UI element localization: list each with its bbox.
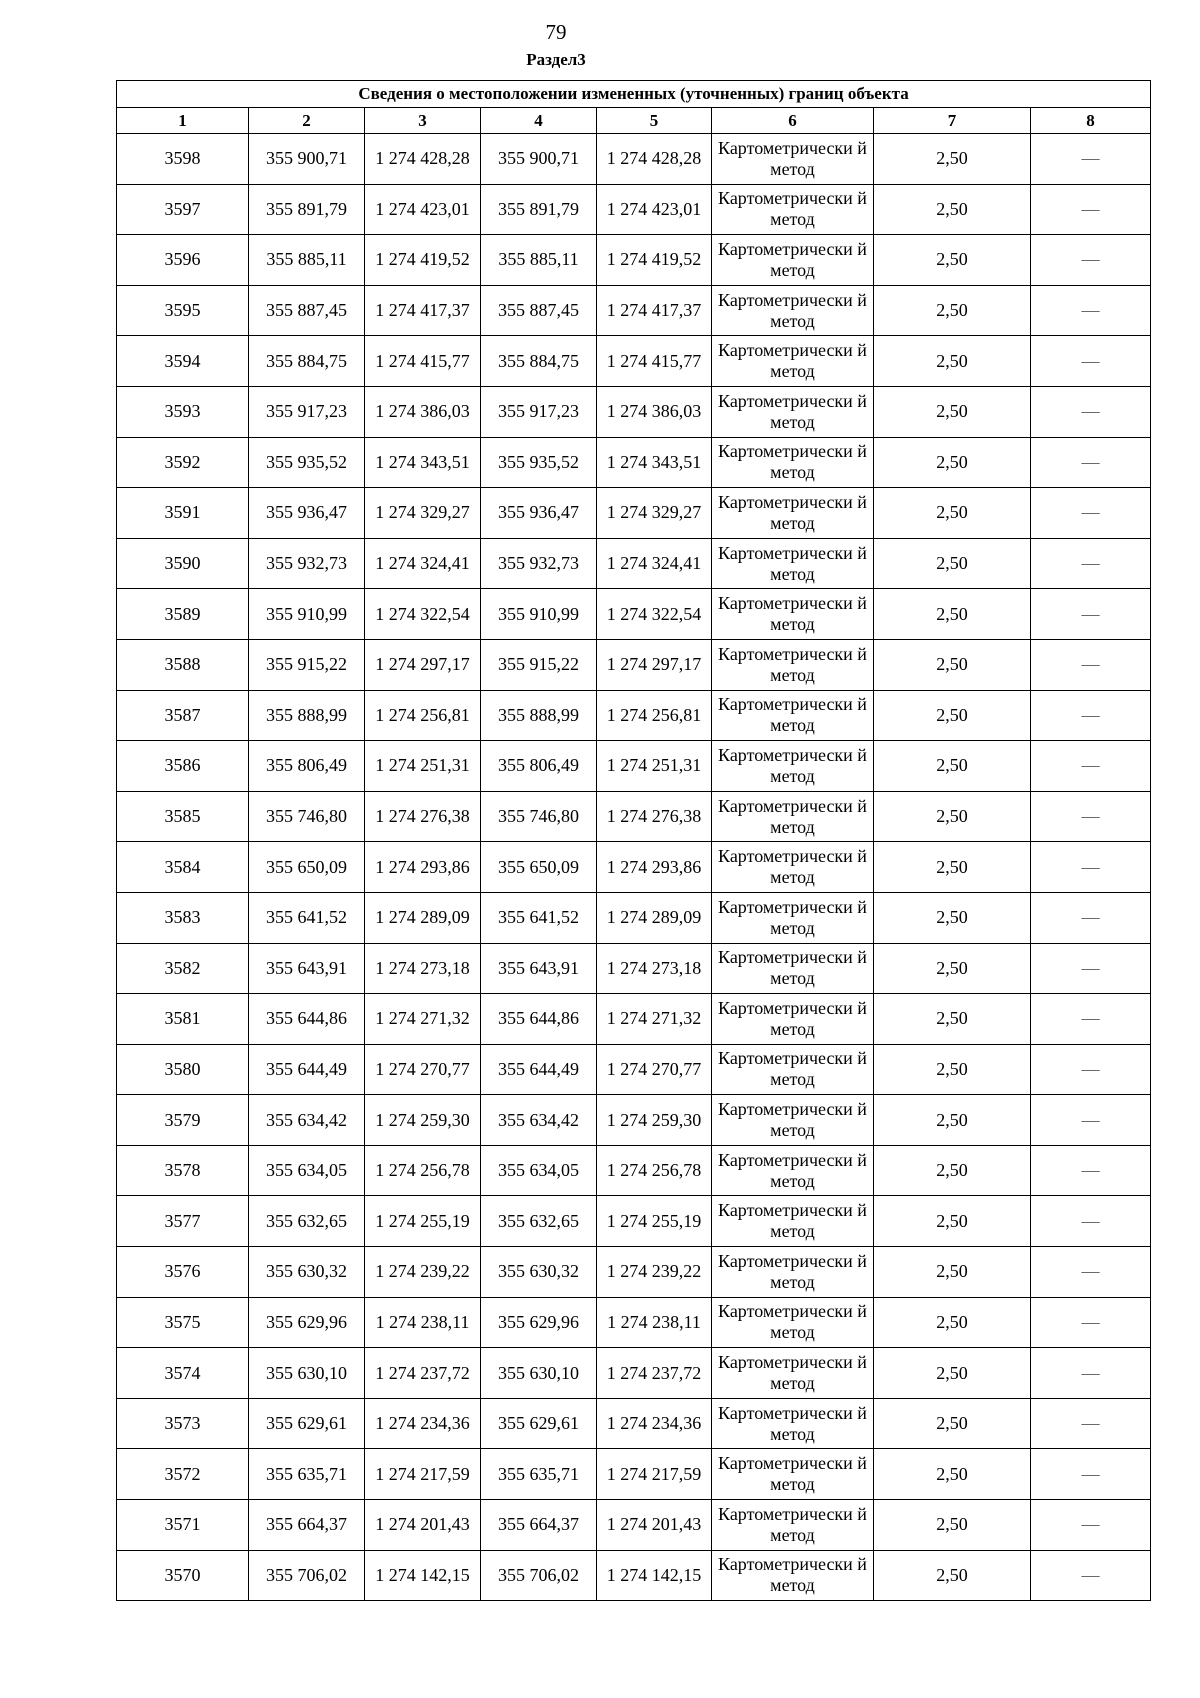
- existing-y-cell: 1 274 419,52: [365, 235, 481, 286]
- accuracy-cell: 2,50: [874, 1500, 1031, 1551]
- existing-y-cell: 1 274 276,38: [365, 791, 481, 842]
- existing-y-cell: 1 274 322,54: [365, 589, 481, 640]
- note-cell: —: [1031, 336, 1151, 387]
- point-number-cell: 3591: [117, 488, 249, 539]
- existing-x-cell: 355 885,11: [249, 235, 365, 286]
- refined-x-cell: 355 936,47: [481, 488, 597, 539]
- accuracy-cell: 2,50: [874, 538, 1031, 589]
- point-number-cell: 3596: [117, 235, 249, 286]
- refined-x-cell: 355 634,42: [481, 1095, 597, 1146]
- existing-y-cell: 1 274 255,19: [365, 1196, 481, 1247]
- table-row: [117, 1196, 1151, 1247]
- existing-y-cell: 1 274 239,22: [365, 1247, 481, 1298]
- point-number-cell: 3585: [117, 791, 249, 842]
- accuracy-cell: 2,50: [874, 842, 1031, 893]
- refined-x-cell: 355 888,99: [481, 690, 597, 741]
- refined-x-cell: 355 634,05: [481, 1145, 597, 1196]
- table-row: [117, 842, 1151, 893]
- refined-y-cell: 1 274 142,15: [597, 1550, 712, 1601]
- note-cell: —: [1031, 892, 1151, 943]
- existing-y-cell: 1 274 343,51: [365, 437, 481, 488]
- existing-x-cell: 355 634,42: [249, 1095, 365, 1146]
- point-number-cell: 3582: [117, 943, 249, 994]
- point-number-cell: 3595: [117, 285, 249, 336]
- note-cell: —: [1031, 943, 1151, 994]
- note-cell: —: [1031, 1348, 1151, 1399]
- existing-y-cell: 1 274 237,72: [365, 1348, 481, 1399]
- existing-y-cell: 1 274 386,03: [365, 386, 481, 437]
- point-number-cell: 3583: [117, 892, 249, 943]
- accuracy-cell: 2,50: [874, 994, 1031, 1045]
- note-cell: —: [1031, 488, 1151, 539]
- point-number-cell: 3574: [117, 1348, 249, 1399]
- point-number-cell: 3584: [117, 842, 249, 893]
- table-row: [117, 336, 1151, 387]
- existing-y-cell: 1 274 289,09: [365, 892, 481, 943]
- method-cell: Картометрически й метод: [712, 1145, 874, 1196]
- existing-x-cell: 355 891,79: [249, 184, 365, 235]
- table-row: [117, 791, 1151, 842]
- method-cell: Картометрически й метод: [712, 134, 874, 185]
- note-cell: —: [1031, 1550, 1151, 1601]
- table-row: [117, 538, 1151, 589]
- column-number: 6: [712, 108, 874, 134]
- existing-x-cell: 355 629,96: [249, 1297, 365, 1348]
- point-number-cell: 3575: [117, 1297, 249, 1348]
- existing-y-cell: 1 274 273,18: [365, 943, 481, 994]
- accuracy-cell: 2,50: [874, 741, 1031, 792]
- refined-x-cell: 355 664,37: [481, 1500, 597, 1551]
- existing-y-cell: 1 274 238,11: [365, 1297, 481, 1348]
- note-cell: —: [1031, 1500, 1151, 1551]
- existing-x-cell: 355 915,22: [249, 639, 365, 690]
- refined-y-cell: 1 274 271,32: [597, 994, 712, 1045]
- method-cell: Картометрически й метод: [712, 1095, 874, 1146]
- table-row: [117, 1449, 1151, 1500]
- point-number-cell: 3598: [117, 134, 249, 185]
- refined-y-cell: 1 274 428,28: [597, 134, 712, 185]
- point-number-cell: 3588: [117, 639, 249, 690]
- accuracy-cell: 2,50: [874, 589, 1031, 640]
- refined-y-cell: 1 274 343,51: [597, 437, 712, 488]
- existing-x-cell: 355 884,75: [249, 336, 365, 387]
- table-row: [117, 1044, 1151, 1095]
- method-cell: Картометрически й метод: [712, 336, 874, 387]
- existing-y-cell: 1 274 217,59: [365, 1449, 481, 1500]
- refined-y-cell: 1 274 201,43: [597, 1500, 712, 1551]
- point-number-cell: 3594: [117, 336, 249, 387]
- table-row: [117, 1500, 1151, 1551]
- refined-x-cell: 355 650,09: [481, 842, 597, 893]
- method-cell: Картометрически й метод: [712, 437, 874, 488]
- existing-x-cell: 355 650,09: [249, 842, 365, 893]
- existing-x-cell: 355 936,47: [249, 488, 365, 539]
- table-row: [117, 1297, 1151, 1348]
- point-number-cell: 3579: [117, 1095, 249, 1146]
- point-number-cell: 3586: [117, 741, 249, 792]
- refined-x-cell: 355 635,71: [481, 1449, 597, 1500]
- existing-x-cell: 355 644,86: [249, 994, 365, 1045]
- point-number-cell: 3593: [117, 386, 249, 437]
- note-cell: —: [1031, 994, 1151, 1045]
- table-row: [117, 1247, 1151, 1298]
- method-cell: Картометрически й метод: [712, 488, 874, 539]
- table-row: [117, 943, 1151, 994]
- table-row: [117, 639, 1151, 690]
- point-number-cell: 3587: [117, 690, 249, 741]
- refined-y-cell: 1 274 276,38: [597, 791, 712, 842]
- note-cell: —: [1031, 538, 1151, 589]
- existing-y-cell: 1 274 251,31: [365, 741, 481, 792]
- accuracy-cell: 2,50: [874, 1145, 1031, 1196]
- existing-y-cell: 1 274 256,81: [365, 690, 481, 741]
- refined-y-cell: 1 274 238,11: [597, 1297, 712, 1348]
- existing-x-cell: 355 900,71: [249, 134, 365, 185]
- refined-y-cell: 1 274 289,09: [597, 892, 712, 943]
- point-number-cell: 3592: [117, 437, 249, 488]
- table-row: [117, 589, 1151, 640]
- refined-x-cell: 355 935,52: [481, 437, 597, 488]
- note-cell: —: [1031, 1095, 1151, 1146]
- method-cell: Картометрически й метод: [712, 1044, 874, 1095]
- existing-x-cell: 355 806,49: [249, 741, 365, 792]
- accuracy-cell: 2,50: [874, 134, 1031, 185]
- method-cell: Картометрически й метод: [712, 589, 874, 640]
- accuracy-cell: 2,50: [874, 184, 1031, 235]
- refined-x-cell: 355 884,75: [481, 336, 597, 387]
- refined-y-cell: 1 274 386,03: [597, 386, 712, 437]
- existing-x-cell: 355 634,05: [249, 1145, 365, 1196]
- refined-x-cell: 355 917,23: [481, 386, 597, 437]
- method-cell: Картометрически й метод: [712, 892, 874, 943]
- note-cell: —: [1031, 184, 1151, 235]
- refined-x-cell: 355 641,52: [481, 892, 597, 943]
- point-number-cell: 3589: [117, 589, 249, 640]
- note-cell: —: [1031, 1398, 1151, 1449]
- note-cell: —: [1031, 285, 1151, 336]
- note-cell: —: [1031, 1449, 1151, 1500]
- existing-y-cell: 1 274 415,77: [365, 336, 481, 387]
- method-cell: Картометрически й метод: [712, 1348, 874, 1399]
- point-number-cell: 3570: [117, 1550, 249, 1601]
- table-row: [117, 386, 1151, 437]
- existing-x-cell: 355 630,32: [249, 1247, 365, 1298]
- table-row: [117, 690, 1151, 741]
- table-row: [117, 892, 1151, 943]
- existing-y-cell: 1 274 271,32: [365, 994, 481, 1045]
- accuracy-cell: 2,50: [874, 1297, 1031, 1348]
- method-cell: Картометрически й метод: [712, 1196, 874, 1247]
- refined-x-cell: 355 885,11: [481, 235, 597, 286]
- point-number-cell: 3572: [117, 1449, 249, 1500]
- refined-x-cell: 355 629,61: [481, 1398, 597, 1449]
- refined-y-cell: 1 274 419,52: [597, 235, 712, 286]
- refined-x-cell: 355 632,65: [481, 1196, 597, 1247]
- note-cell: —: [1031, 1297, 1151, 1348]
- refined-x-cell: 355 910,99: [481, 589, 597, 640]
- existing-y-cell: 1 274 428,28: [365, 134, 481, 185]
- existing-x-cell: 355 644,49: [249, 1044, 365, 1095]
- accuracy-cell: 2,50: [874, 285, 1031, 336]
- refined-y-cell: 1 274 259,30: [597, 1095, 712, 1146]
- existing-y-cell: 1 274 417,37: [365, 285, 481, 336]
- existing-x-cell: 355 643,91: [249, 943, 365, 994]
- table-row: [117, 994, 1151, 1045]
- point-number-cell: 3573: [117, 1398, 249, 1449]
- refined-y-cell: 1 274 423,01: [597, 184, 712, 235]
- table-body: [117, 134, 1151, 1601]
- point-number-cell: 3576: [117, 1247, 249, 1298]
- refined-x-cell: 355 900,71: [481, 134, 597, 185]
- refined-x-cell: 355 644,49: [481, 1044, 597, 1095]
- existing-y-cell: 1 274 234,36: [365, 1398, 481, 1449]
- existing-y-cell: 1 274 270,77: [365, 1044, 481, 1095]
- note-cell: —: [1031, 1044, 1151, 1095]
- refined-x-cell: 355 746,80: [481, 791, 597, 842]
- existing-y-cell: 1 274 142,15: [365, 1550, 481, 1601]
- existing-x-cell: 355 746,80: [249, 791, 365, 842]
- method-cell: Картометрически й метод: [712, 1247, 874, 1298]
- method-cell: Картометрически й метод: [712, 791, 874, 842]
- method-cell: Картометрически й метод: [712, 741, 874, 792]
- refined-y-cell: 1 274 255,19: [597, 1196, 712, 1247]
- accuracy-cell: 2,50: [874, 437, 1031, 488]
- accuracy-cell: 2,50: [874, 943, 1031, 994]
- existing-y-cell: 1 274 256,78: [365, 1145, 481, 1196]
- method-cell: Картометрически й метод: [712, 235, 874, 286]
- table-row: [117, 134, 1151, 185]
- refined-y-cell: 1 274 415,77: [597, 336, 712, 387]
- refined-y-cell: 1 274 239,22: [597, 1247, 712, 1298]
- method-cell: Картометрически й метод: [712, 1500, 874, 1551]
- column-number: 1: [117, 108, 249, 134]
- column-number: 3: [365, 108, 481, 134]
- method-cell: Картометрически й метод: [712, 690, 874, 741]
- accuracy-cell: 2,50: [874, 690, 1031, 741]
- section-title: Раздел3: [526, 50, 586, 69]
- method-cell: Картометрически й метод: [712, 842, 874, 893]
- note-cell: —: [1031, 1247, 1151, 1298]
- point-number-cell: 3580: [117, 1044, 249, 1095]
- accuracy-cell: 2,50: [874, 639, 1031, 690]
- existing-x-cell: 355 706,02: [249, 1550, 365, 1601]
- method-cell: Картометрически й метод: [712, 1398, 874, 1449]
- refined-y-cell: 1 274 297,17: [597, 639, 712, 690]
- column-number: 5: [597, 108, 712, 134]
- accuracy-cell: 2,50: [874, 892, 1031, 943]
- existing-x-cell: 355 932,73: [249, 538, 365, 589]
- accuracy-cell: 2,50: [874, 1550, 1031, 1601]
- existing-y-cell: 1 274 201,43: [365, 1500, 481, 1551]
- note-cell: —: [1031, 690, 1151, 741]
- note-cell: —: [1031, 235, 1151, 286]
- page-number: 79: [545, 20, 567, 44]
- point-number-cell: 3597: [117, 184, 249, 235]
- accuracy-cell: 2,50: [874, 1398, 1031, 1449]
- refined-x-cell: 355 644,86: [481, 994, 597, 1045]
- refined-x-cell: 355 891,79: [481, 184, 597, 235]
- refined-y-cell: 1 274 329,27: [597, 488, 712, 539]
- method-cell: Картометрически й метод: [712, 184, 874, 235]
- note-cell: —: [1031, 437, 1151, 488]
- existing-y-cell: 1 274 329,27: [365, 488, 481, 539]
- column-number: 7: [874, 108, 1031, 134]
- accuracy-cell: 2,50: [874, 235, 1031, 286]
- existing-x-cell: 355 635,71: [249, 1449, 365, 1500]
- existing-x-cell: 355 629,61: [249, 1398, 365, 1449]
- existing-y-cell: 1 274 423,01: [365, 184, 481, 235]
- table-row: [117, 1348, 1151, 1399]
- refined-x-cell: 355 887,45: [481, 285, 597, 336]
- refined-y-cell: 1 274 234,36: [597, 1398, 712, 1449]
- refined-x-cell: 355 915,22: [481, 639, 597, 690]
- table-row: [117, 235, 1151, 286]
- accuracy-cell: 2,50: [874, 488, 1031, 539]
- point-number-cell: 3590: [117, 538, 249, 589]
- point-number-cell: 3581: [117, 994, 249, 1045]
- refined-y-cell: 1 274 324,41: [597, 538, 712, 589]
- method-cell: Картометрически й метод: [712, 285, 874, 336]
- refined-x-cell: 355 706,02: [481, 1550, 597, 1601]
- refined-x-cell: 355 932,73: [481, 538, 597, 589]
- method-cell: Картометрически й метод: [712, 1449, 874, 1500]
- refined-y-cell: 1 274 256,78: [597, 1145, 712, 1196]
- point-number-cell: 3578: [117, 1145, 249, 1196]
- note-cell: —: [1031, 386, 1151, 437]
- refined-y-cell: 1 274 293,86: [597, 842, 712, 893]
- refined-y-cell: 1 274 217,59: [597, 1449, 712, 1500]
- table-caption: Сведения о местоположении измененных (уточненных) границ объекта: [117, 81, 1151, 108]
- existing-x-cell: 355 935,52: [249, 437, 365, 488]
- table-row: [117, 1145, 1151, 1196]
- method-cell: Картометрически й метод: [712, 994, 874, 1045]
- refined-y-cell: 1 274 270,77: [597, 1044, 712, 1095]
- note-cell: —: [1031, 1145, 1151, 1196]
- accuracy-cell: 2,50: [874, 386, 1031, 437]
- refined-x-cell: 355 630,32: [481, 1247, 597, 1298]
- note-cell: —: [1031, 842, 1151, 893]
- note-cell: —: [1031, 134, 1151, 185]
- existing-y-cell: 1 274 259,30: [365, 1095, 481, 1146]
- boundary-coordinates-table: [116, 80, 1151, 1601]
- note-cell: —: [1031, 589, 1151, 640]
- point-number-cell: 3571: [117, 1500, 249, 1551]
- refined-x-cell: 355 643,91: [481, 943, 597, 994]
- refined-y-cell: 1 274 273,18: [597, 943, 712, 994]
- note-cell: —: [1031, 741, 1151, 792]
- accuracy-cell: 2,50: [874, 1247, 1031, 1298]
- accuracy-cell: 2,50: [874, 1044, 1031, 1095]
- accuracy-cell: 2,50: [874, 1196, 1031, 1247]
- table-row: [117, 285, 1151, 336]
- column-number: 2: [249, 108, 365, 134]
- existing-x-cell: 355 887,45: [249, 285, 365, 336]
- existing-x-cell: 355 632,65: [249, 1196, 365, 1247]
- refined-y-cell: 1 274 251,31: [597, 741, 712, 792]
- existing-x-cell: 355 630,10: [249, 1348, 365, 1399]
- refined-y-cell: 1 274 237,72: [597, 1348, 712, 1399]
- table-row: [117, 741, 1151, 792]
- existing-y-cell: 1 274 324,41: [365, 538, 481, 589]
- column-number: 8: [1031, 108, 1151, 134]
- note-cell: —: [1031, 639, 1151, 690]
- table-row: [117, 488, 1151, 539]
- existing-x-cell: 355 888,99: [249, 690, 365, 741]
- column-number: 4: [481, 108, 597, 134]
- column-number-row: [117, 108, 1151, 134]
- method-cell: Картометрически й метод: [712, 538, 874, 589]
- accuracy-cell: 2,50: [874, 1348, 1031, 1399]
- refined-y-cell: 1 274 322,54: [597, 589, 712, 640]
- method-cell: Картометрически й метод: [712, 386, 874, 437]
- existing-x-cell: 355 910,99: [249, 589, 365, 640]
- accuracy-cell: 2,50: [874, 336, 1031, 387]
- accuracy-cell: 2,50: [874, 1095, 1031, 1146]
- accuracy-cell: 2,50: [874, 1449, 1031, 1500]
- refined-x-cell: 355 806,49: [481, 741, 597, 792]
- table-row: [117, 184, 1151, 235]
- method-cell: Картометрически й метод: [712, 943, 874, 994]
- accuracy-cell: 2,50: [874, 791, 1031, 842]
- existing-x-cell: 355 641,52: [249, 892, 365, 943]
- method-cell: Картометрически й метод: [712, 1550, 874, 1601]
- method-cell: Картометрически й метод: [712, 639, 874, 690]
- existing-x-cell: 355 917,23: [249, 386, 365, 437]
- point-number-cell: 3577: [117, 1196, 249, 1247]
- existing-x-cell: 355 664,37: [249, 1500, 365, 1551]
- note-cell: —: [1031, 1196, 1151, 1247]
- table-row: [117, 1095, 1151, 1146]
- table-row: [117, 437, 1151, 488]
- table-row: [117, 1550, 1151, 1601]
- existing-y-cell: 1 274 297,17: [365, 639, 481, 690]
- note-cell: —: [1031, 791, 1151, 842]
- refined-x-cell: 355 630,10: [481, 1348, 597, 1399]
- existing-y-cell: 1 274 293,86: [365, 842, 481, 893]
- table-row: [117, 1398, 1151, 1449]
- refined-y-cell: 1 274 256,81: [597, 690, 712, 741]
- method-cell: Картометрически й метод: [712, 1297, 874, 1348]
- refined-y-cell: 1 274 417,37: [597, 285, 712, 336]
- refined-x-cell: 355 629,96: [481, 1297, 597, 1348]
